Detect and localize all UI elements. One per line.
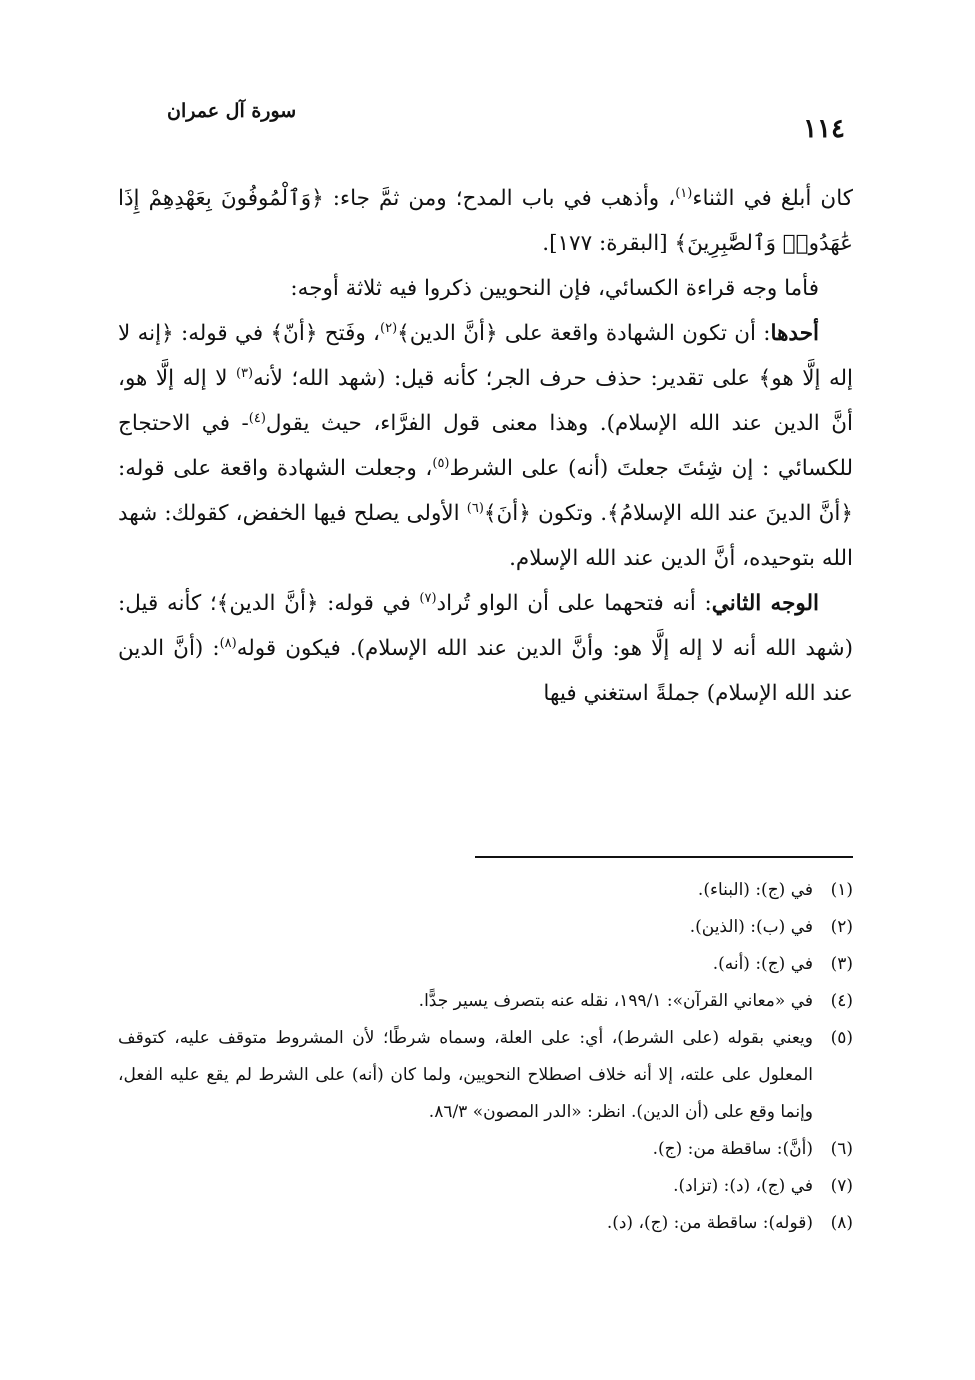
footnote-text: في (ج): (البناء). [697,880,813,900]
footnote-ref-3: (٣) [235,365,254,381]
footnote-text: ويعني بقوله (على الشرط)، أي: على العلة، وسماه شرطًا؛ لأن المشروط متوقف عليه، كتوقف المعلول على علته، إلا أنه خلاف اصطلاح النحويين، ولما كان (أنه) على الشرط لم يقع عليه الفعل، وإنما وقع على (أن الدين). انظر: «الدر المصون» ٨٦/٣. [118,1028,813,1122]
paragraph-lead: الوجه الثاني [711,591,820,616]
footnote-number: (٣) [830,954,853,974]
text-span: في قوله: ﴿أنَّ الدين﴾؛ كأنه قيل: (شهد الله أنه لا إله إلَّا هو: وأنَّ الدين عند الله الإسلام). فيكون قوله [118,591,853,661]
main-text [118,176,853,716]
footnote-text: (قوله): ساقطة من: (ج)، (د). [606,1213,813,1233]
footnote-number: (٢) [830,917,853,937]
text-span: - في الاحتجاج للكسائي : إن شِئتَ جعلتَ (أنه) على الشرط [118,411,854,481]
footnote-number: (٨) [830,1213,853,1233]
footnote [118,1168,853,1205]
footnote-number: (١) [830,880,853,900]
footnote-ref-1: (١) [675,185,693,201]
footnote-text: في «معاني القرآن»: ١٩٩/١، نقله عنه بتصرف يسير جدًّا. [418,991,813,1011]
paragraph-1 [118,176,853,266]
footnote-ref-8: (٨) [219,635,237,651]
footnote [118,946,853,983]
text-span: ، وأذهب في باب المدح؛ ومن ثمَّ جاء: ﴿وَٱلْمُوفُونَ بِعَهْدِهِمْ إِذَا عَٰهَدُوا۟ وَٱلصَّٰبِرِينَ﴾ [البقرة: ١٧٧]. [118,186,853,256]
text-span: الأولى يصلح فيها الخفض، كقولك: شهد الله بتوحيده، أنَّ الدين عند الله الإسلام. [118,501,853,571]
footnote-text: في (ج): (أنه). [712,954,813,974]
text-span: كان أبلغ في الثناء [692,186,853,211]
text-span: : أن تكون الشهادة واقعة على ﴿أنَّ الدين﴾ [397,321,771,346]
footnote [118,1131,853,1168]
footnote [118,909,853,946]
footnote [118,1205,853,1242]
footnote [118,872,853,909]
footnote-number: (٧) [830,1176,853,1196]
footnote-text: في (ب): (الذين). [689,917,813,937]
paragraph-2: فأما وجه قراءة الكسائي، فإن النحويين ذكروا فيه ثلاثة أوجه: [290,276,819,301]
footnote-ref-4: (٤) [248,410,266,426]
footnote-text: (أنَّ): ساقطة من: (ج). [652,1139,813,1159]
text-span: : (أنَّ الدين عند الله الإسلام) جملةً استغني فيها [118,636,853,706]
text-span: ، وفَتح ﴿أنّ﴾ في قوله: ﴿إنه لا إله إلَّا هو﴾ على تقدير: حذف حرف الجر؛ كأنه قيل: (شهد الله؛ لأنه [118,321,853,391]
paragraph-lead: أحدها [770,321,819,346]
page-number: ١١٤ [803,114,845,144]
text-span: ، وجعلت الشهادة واقعة على قوله: ﴿أنَّ الدينَ عند الله الإسلامُ﴾. وتكون ﴿أنَ﴾ [118,456,853,526]
footnote-divider [475,856,853,858]
surah-title: سورة آل عمران [167,100,297,122]
paragraph-4 [118,581,853,716]
footnote [118,1020,853,1131]
text-span: لا إله إلَّا هو، أنَّ الدين عند الله الإسلام). وهذا معنى قول الفرَّاء، حيث يقول [118,366,854,436]
paragraph-3 [118,311,853,581]
footnote-ref-6: (٦) [466,500,484,516]
footnote-text: في (ج)، (د): (تزاد). [673,1176,813,1196]
footnote-number: (٤) [830,991,853,1011]
footnote [118,983,853,1020]
text-span: : أنه فتحهما على أن الواو تُراد [436,591,712,616]
footnote-number: (٥) [830,1028,853,1048]
footnotes [118,872,853,1242]
footnote-ref-2: (٢) [380,320,398,336]
footnote-number: (٦) [830,1139,853,1159]
footnote-ref-5: (٥) [432,455,450,471]
footnote-ref-7: (٧) [419,590,437,606]
